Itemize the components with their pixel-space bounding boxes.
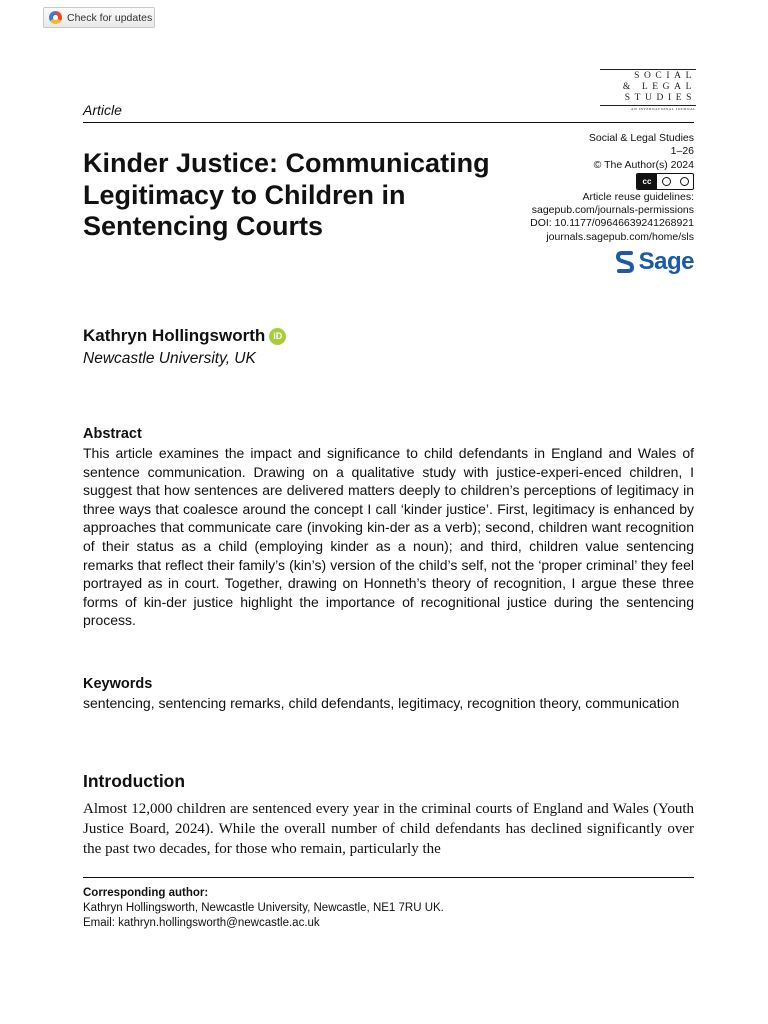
article-type-label: Article — [83, 102, 122, 118]
journal-logo-line1: SOCIAL — [634, 71, 696, 81]
doi-link[interactable]: DOI: 10.1177/09646639241268921 — [530, 217, 694, 230]
author-affiliation: Newcastle University, UK — [83, 350, 256, 367]
abstract-text: This article examines the impact and significance to child defendants in England and Wales of sentence communication. Drawing on a qualitative study with justice-experi-enced children, I suggest that how sentences are delivered matters deeply to children’s perceptions of legitimacy in three ways that coalesce around the concept I call ‘kinder justice’. First, legitimacy is enhanced by approaches that communicate care (invoking kin-der as a verb); second, children want recognition of their status as a child (employing kinder as a noun); and third, children value sentencing remarks that reflect their family’s (kin’s) version of the child’s self, not the ‘proper criminal’ they feel portrayed as in court. Together, drawing on Honneth’s theory of recognition, I argue these three forms of kin-der justice highlight the importance of recognitional justice during the sentencing process. — [83, 445, 694, 629]
author — [83, 326, 286, 346]
sage-s-icon — [616, 250, 634, 274]
journal-home-link[interactable]: journals.sagepub.com/home/sls — [546, 230, 694, 243]
introduction-text: Almost 12,000 children are sentenced every year in the criminal courts of England and Wales (Youth Justice Board, 2024). While the overall number of child defendants has declined significantly over the past two decades, for those who remain, particularly the — [83, 801, 694, 858]
corresponding-author — [83, 886, 444, 931]
nc-icon — [680, 177, 689, 186]
journal-logo — [600, 68, 696, 112]
reuse-link[interactable]: sagepub.com/journals-permissions — [531, 204, 694, 217]
check-for-updates-label: Check for updates — [67, 11, 153, 24]
cc-license-badge[interactable] — [636, 173, 694, 190]
header-divider — [83, 122, 694, 123]
article-title: Kinder Justice: Communicating Legitimacy to Children in Sentencing Courts — [83, 148, 490, 241]
check-for-updates-button[interactable] — [43, 7, 155, 28]
footnote-divider — [83, 877, 694, 878]
copyright: © The Author(s) 2024 — [593, 158, 694, 171]
page-range: 1–26 — [670, 145, 694, 158]
reuse-label: Article reuse guidelines: — [582, 190, 694, 203]
corresponding-address: Kathryn Hollingsworth, Newcastle University, Newcastle, NE1 7RU UK. — [83, 902, 444, 914]
cc-icon: cc — [637, 174, 657, 189]
by-icon — [662, 177, 671, 186]
journal-logo-line2: & LEGAL — [622, 82, 696, 92]
abstract-heading: Abstract — [83, 426, 142, 442]
publisher-name: Sage — [638, 248, 694, 275]
journal-logo-line3: STUDIES — [624, 93, 696, 103]
corresponding-label: Corresponding author: — [83, 887, 209, 899]
orcid-icon[interactable]: iD — [269, 328, 286, 345]
journal-logo-tagline: AN INTERNATIONAL JOURNAL — [630, 107, 696, 111]
crossmark-icon — [49, 11, 62, 24]
author-name: Kathryn Hollingsworth — [83, 326, 266, 345]
journal-name: Social & Legal Studies — [588, 132, 694, 144]
publisher-logo — [616, 248, 694, 276]
keywords-text: sentencing, sentencing remarks, child defendants, legitimacy, recognition theory, communication — [83, 695, 680, 711]
corresponding-email[interactable]: Email: kathryn.hollingsworth@newcastle.ac.uk — [83, 917, 320, 929]
keywords-heading: Keywords — [83, 676, 153, 692]
introduction-heading: Introduction — [83, 771, 186, 791]
